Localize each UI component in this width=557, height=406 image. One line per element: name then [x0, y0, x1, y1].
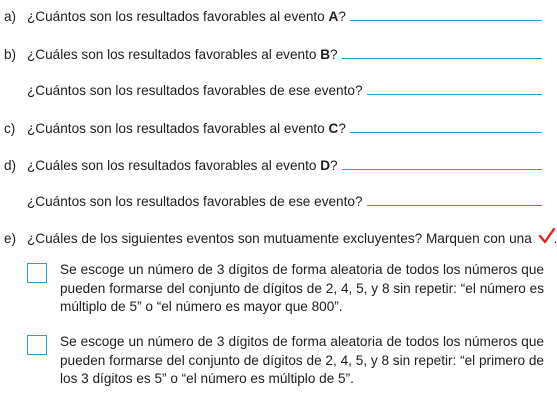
- option-1-text: Se escoge un número de 3 dígitos de forma aleatoria de todos los números que pueden formarse del conjunto de dígitos de 2, 4, 5, y 8 sin repetir: “el número es múltiplo de 5” o “el número es mayor que 800”.: [60, 262, 544, 314]
- answer-line-b-sub[interactable]: [367, 94, 542, 95]
- option-1: [27, 261, 544, 317]
- option-2-text: Se escoge un número de 3 dígitos de forma aleatoria de todos los números que pueden formarse del conjunto de dígitos de 2, 4, 5, y 8 sin repetir: “el primero de los 3 dígitos es 5” o “el número es múltiplo de 5”.: [60, 334, 544, 386]
- question-c-text: ¿Cuántos son los resultados favorables al evento C?: [27, 121, 346, 136]
- red-checkmark-icon: [538, 226, 554, 246]
- question-d: [4, 153, 542, 173]
- answer-line-c[interactable]: [350, 132, 542, 133]
- answer-line-d-sub[interactable]: [367, 205, 542, 206]
- question-d-label: d): [4, 158, 17, 173]
- question-e-text: ¿Cuáles de los siguientes eventos son mutuamente excluyentes? Marquen con una .: [27, 226, 557, 246]
- question-b: [4, 42, 542, 62]
- question-b-sub: [27, 78, 542, 98]
- option-1-checkbox[interactable]: [27, 263, 47, 283]
- option-2-checkbox[interactable]: [27, 335, 47, 355]
- question-e-label: e): [4, 231, 17, 246]
- question-a: [4, 4, 542, 24]
- question-c-label: c): [4, 121, 16, 136]
- question-a-text: ¿Cuántos son los resultados favorables al evento A?: [27, 9, 346, 24]
- option-2: [27, 333, 544, 389]
- answer-line-a[interactable]: [350, 20, 542, 21]
- answer-line-d[interactable]: [342, 169, 542, 170]
- question-d-text: ¿Cuáles son los resultados favorables al evento D?: [27, 158, 338, 173]
- question-d-sub-text: ¿Cuántos son los resultados favorables de ese evento?: [27, 194, 363, 209]
- question-b-sub-text: ¿Cuántos son los resultados favorables de ese evento?: [27, 83, 363, 98]
- question-d-sub: [27, 189, 542, 209]
- question-b-label: b): [4, 47, 17, 62]
- question-a-label: a): [4, 9, 17, 24]
- question-b-text: ¿Cuáles son los resultados favorables al evento B?: [27, 47, 338, 62]
- question-e: [4, 226, 557, 246]
- answer-line-b[interactable]: [342, 58, 542, 59]
- question-c: [4, 116, 542, 136]
